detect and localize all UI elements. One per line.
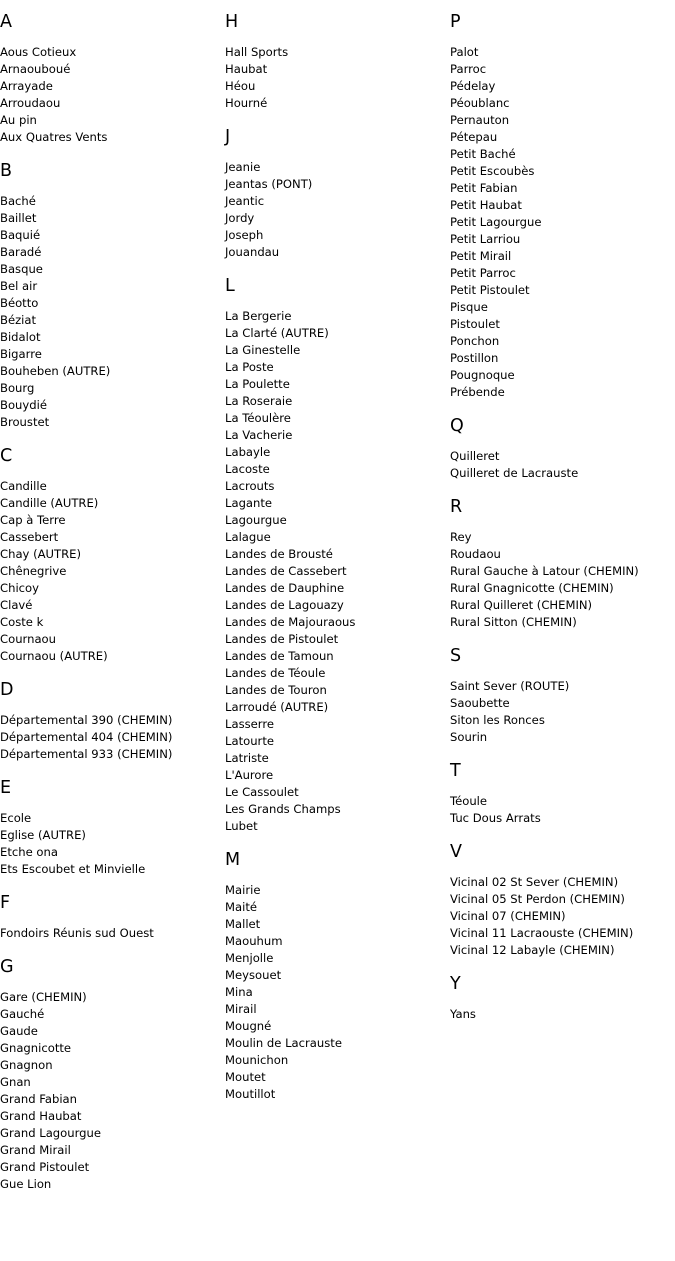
place-name: Ecole — [0, 811, 32, 825]
place-name: Haubat — [225, 62, 268, 76]
letter-heading: F — [0, 893, 11, 913]
place-name: La Vacherie — [225, 428, 293, 442]
place-name: Cassebert — [0, 530, 59, 544]
place-list — [225, 44, 450, 112]
place-name: Hourné — [225, 96, 268, 110]
letter-group — [0, 160, 225, 431]
letter-heading: A — [0, 12, 12, 32]
place-name: Petit Baché — [450, 147, 516, 161]
place-name: Pédelay — [450, 79, 496, 93]
index-column-2 — [225, 0, 450, 1117]
place-name: Petit Haubat — [450, 198, 522, 212]
letter-group — [450, 973, 675, 1023]
place-name: Candille (AUTRE) — [0, 496, 99, 510]
place-name: Rural Quilleret (CHEMIN) — [450, 598, 593, 612]
place-name: Baradé — [0, 245, 42, 259]
place-name: Lalague — [225, 530, 271, 544]
letter-group — [0, 956, 225, 1193]
place-name: Jeanie — [225, 160, 261, 174]
place-name: Arnaouboué — [0, 62, 71, 76]
place-name: Vicinal 12 Labayle (CHEMIN) — [450, 943, 615, 957]
place-name: Maouhum — [225, 934, 283, 948]
place-list — [225, 882, 450, 1103]
letter-heading: C — [0, 446, 13, 466]
place-name: Prébende — [450, 385, 505, 399]
place-name: Landes de Lagouazy — [225, 598, 344, 612]
place-name: Bidalot — [0, 330, 41, 344]
letter-group — [0, 11, 225, 146]
place-list — [450, 44, 675, 401]
place-name: Départemental 933 (CHEMIN) — [0, 747, 173, 761]
place-name: Petit Pistoulet — [450, 283, 530, 297]
place-name: Mougné — [225, 1019, 272, 1033]
place-list — [450, 529, 675, 631]
place-name: Pougnoque — [450, 368, 515, 382]
place-name: Vicinal 05 St Perdon (CHEMIN) — [450, 892, 625, 906]
place-name: Grand Haubat — [0, 1109, 82, 1123]
place-name: Ets Escoubet et Minvielle — [0, 862, 146, 876]
place-list — [0, 44, 225, 146]
place-name: Landes de Touron — [225, 683, 327, 697]
place-name: Petit Escoubès — [450, 164, 535, 178]
letter-heading: L — [225, 276, 235, 296]
place-name: Arrayade — [0, 79, 53, 93]
letter-group — [225, 849, 450, 1103]
place-name: Lacrouts — [225, 479, 275, 493]
place-name: Rey — [450, 530, 472, 544]
place-name: Départemental 404 (CHEMIN) — [0, 730, 173, 744]
place-list — [225, 308, 450, 835]
index-column-3 — [450, 0, 675, 1037]
place-name: Latriste — [225, 751, 269, 765]
place-name: La Ginestelle — [225, 343, 301, 357]
letter-group — [0, 892, 225, 942]
place-list — [0, 712, 225, 763]
letter-group — [450, 760, 675, 827]
place-name: Hall Sports — [225, 45, 289, 59]
place-name: Rural Sitton (CHEMIN) — [450, 615, 577, 629]
place-name: Bigarre — [0, 347, 42, 361]
place-name: Moulin de Lacrauste — [225, 1036, 342, 1050]
place-name: La Clarté (AUTRE) — [225, 326, 329, 340]
place-name: La Bergerie — [225, 309, 292, 323]
place-name: Arroudaou — [0, 96, 61, 110]
place-name: Le Cassoulet — [225, 785, 299, 799]
place-name: Postillon — [450, 351, 499, 365]
place-name: Cap à Terre — [0, 513, 66, 527]
place-name: Lasserre — [225, 717, 274, 731]
letter-group — [0, 445, 225, 665]
place-name: Petit Mirail — [450, 249, 512, 263]
place-name: Mina — [225, 985, 253, 999]
place-list — [450, 678, 675, 746]
place-name: Roudaou — [450, 547, 501, 561]
letter-group — [450, 496, 675, 631]
place-name: Landes de Cassebert — [225, 564, 347, 578]
place-name: Landes de Dauphine — [225, 581, 345, 595]
index-column-1 — [0, 0, 225, 1207]
place-name: Landes de Pistoulet — [225, 632, 339, 646]
place-name: Petit Fabian — [450, 181, 518, 195]
place-name: Pistoulet — [450, 317, 500, 331]
place-name: Etche ona — [0, 845, 58, 859]
letter-group — [0, 679, 225, 763]
place-name: Moutet — [225, 1070, 266, 1084]
place-list — [450, 448, 675, 482]
place-name: Broustet — [0, 415, 50, 429]
letter-heading: G — [0, 957, 14, 977]
letter-group — [450, 11, 675, 401]
place-name: Héou — [225, 79, 256, 93]
place-name: Eglise (AUTRE) — [0, 828, 86, 842]
letter-heading: Q — [450, 416, 464, 436]
place-name: Candille — [0, 479, 47, 493]
place-name: Mairie — [225, 883, 261, 897]
letter-heading: D — [0, 680, 14, 700]
place-name: Baquié — [0, 228, 41, 242]
letter-heading: V — [450, 842, 462, 862]
letter-heading: H — [225, 12, 239, 32]
letter-group — [450, 841, 675, 959]
place-name: Landes de Tamoun — [225, 649, 334, 663]
place-name: Landes de Majouraous — [225, 615, 356, 629]
place-name: Grand Mirail — [0, 1143, 71, 1157]
place-name: Sourin — [450, 730, 488, 744]
place-name: Lacoste — [225, 462, 270, 476]
letter-group — [0, 777, 225, 878]
place-name: Petit Parroc — [450, 266, 516, 280]
place-name: Pisque — [450, 300, 488, 314]
place-name: Lubet — [225, 819, 258, 833]
place-list — [0, 478, 225, 665]
place-list — [0, 925, 225, 942]
place-name: Maité — [225, 900, 258, 914]
place-name: Gnan — [0, 1075, 31, 1089]
place-name: Gue Lion — [0, 1177, 52, 1191]
place-name: L'Aurore — [225, 768, 274, 782]
letter-heading: R — [450, 497, 463, 517]
place-name: Vicinal 02 St Sever (CHEMIN) — [450, 875, 619, 889]
place-name: Au pin — [0, 113, 37, 127]
place-name: Lagourgue — [225, 513, 287, 527]
place-name: Yans — [450, 1007, 476, 1021]
letter-heading: B — [0, 161, 13, 181]
place-list — [450, 874, 675, 959]
place-name: Béotto — [0, 296, 39, 310]
place-name: Aous Cotieux — [0, 45, 77, 59]
place-name: La Poulette — [225, 377, 290, 391]
letter-group — [225, 11, 450, 112]
place-name: Clavé — [0, 598, 33, 612]
place-list — [225, 159, 450, 261]
place-name: Parroc — [450, 62, 487, 76]
place-name: Mallet — [225, 917, 261, 931]
place-name: Grand Fabian — [0, 1092, 77, 1106]
place-name: Mirail — [225, 1002, 257, 1016]
letter-heading: S — [450, 646, 462, 666]
letter-heading: Y — [450, 974, 461, 994]
place-name: Gaude — [0, 1024, 38, 1038]
place-name: Landes de Brousté — [225, 547, 333, 561]
place-name: Basque — [0, 262, 43, 276]
place-name: Quilleret de Lacrauste — [450, 466, 579, 480]
place-name: Aux Quatres Vents — [0, 130, 108, 144]
place-name: Lagante — [225, 496, 273, 510]
place-list — [0, 989, 225, 1193]
place-name: Rural Gauche à Latour (CHEMIN) — [450, 564, 639, 578]
place-name: Ponchon — [450, 334, 500, 348]
place-name: Gnagnicotte — [0, 1041, 72, 1055]
place-name: Baché — [0, 194, 36, 208]
place-name: Siton les Ronces — [450, 713, 545, 727]
place-name: Palot — [450, 45, 479, 59]
place-name: Gnagnon — [0, 1058, 53, 1072]
place-name: Gauché — [0, 1007, 45, 1021]
place-name: Meysouet — [225, 968, 282, 982]
place-name: Pernauton — [450, 113, 510, 127]
place-name: Joseph — [225, 228, 264, 242]
place-name: Bouheben (AUTRE) — [0, 364, 111, 378]
place-name: Vicinal 07 (CHEMIN) — [450, 909, 566, 923]
place-name: Cournaou (AUTRE) — [0, 649, 108, 663]
place-name: Jordy — [225, 211, 255, 225]
place-name: Chicoy — [0, 581, 39, 595]
place-name: Pétepau — [450, 130, 498, 144]
letter-group — [450, 415, 675, 482]
letter-group — [450, 645, 675, 746]
place-name: Téoule — [450, 794, 488, 808]
place-name: Tuc Dous Arrats — [450, 811, 541, 825]
place-name: Départemental 390 (CHEMIN) — [0, 713, 173, 727]
letter-heading: E — [0, 778, 12, 798]
place-name: Baillet — [0, 211, 37, 225]
place-name: Petit Lagourgue — [450, 215, 542, 229]
place-list — [0, 193, 225, 431]
place-name: Fondoirs Réunis sud Ouest — [0, 926, 154, 940]
place-list — [450, 1006, 675, 1023]
place-name: Landes de Téoule — [225, 666, 326, 680]
letter-group — [225, 275, 450, 835]
place-name: Gare (CHEMIN) — [0, 990, 87, 1004]
letter-group — [225, 126, 450, 261]
place-name: Petit Larriou — [450, 232, 521, 246]
place-name: Jeantic — [225, 194, 265, 208]
place-name: Latourte — [225, 734, 274, 748]
place-name: La Roseraie — [225, 394, 293, 408]
place-list — [0, 810, 225, 878]
place-name: Bourg — [0, 381, 35, 395]
place-name: Rural Gnagnicotte (CHEMIN) — [450, 581, 614, 595]
letter-heading: T — [450, 761, 461, 781]
place-name: Mounichon — [225, 1053, 289, 1067]
place-name: Les Grands Champs — [225, 802, 341, 816]
place-name: Quilleret — [450, 449, 500, 463]
letter-heading: P — [450, 12, 461, 32]
place-name: Saint Sever (ROUTE) — [450, 679, 570, 693]
place-name: Jeantas (PONT) — [225, 177, 313, 191]
place-name: Jouandau — [225, 245, 280, 259]
place-name: Béziat — [0, 313, 37, 327]
place-name: Moutillot — [225, 1087, 276, 1101]
place-name: Grand Pistoulet — [0, 1160, 90, 1174]
place-list — [450, 793, 675, 827]
place-name: Menjolle — [225, 951, 274, 965]
place-name: Vicinal 11 Lacraouste (CHEMIN) — [450, 926, 634, 940]
place-name: Chênegrive — [0, 564, 67, 578]
place-name: Péoublanc — [450, 96, 510, 110]
place-name: La Téoulère — [225, 411, 291, 425]
place-name: Labayle — [225, 445, 271, 459]
place-name: La Poste — [225, 360, 274, 374]
place-name: Larroudé (AUTRE) — [225, 700, 329, 714]
place-name: Chay (AUTRE) — [0, 547, 82, 561]
place-name: Bouydié — [0, 398, 47, 412]
place-name: Bel air — [0, 279, 38, 293]
place-name: Saoubette — [450, 696, 510, 710]
place-name: Cournaou — [0, 632, 56, 646]
place-name: Coste k — [0, 615, 44, 629]
letter-heading: J — [225, 127, 231, 147]
letter-heading: M — [225, 850, 241, 870]
place-name: Grand Lagourgue — [0, 1126, 102, 1140]
